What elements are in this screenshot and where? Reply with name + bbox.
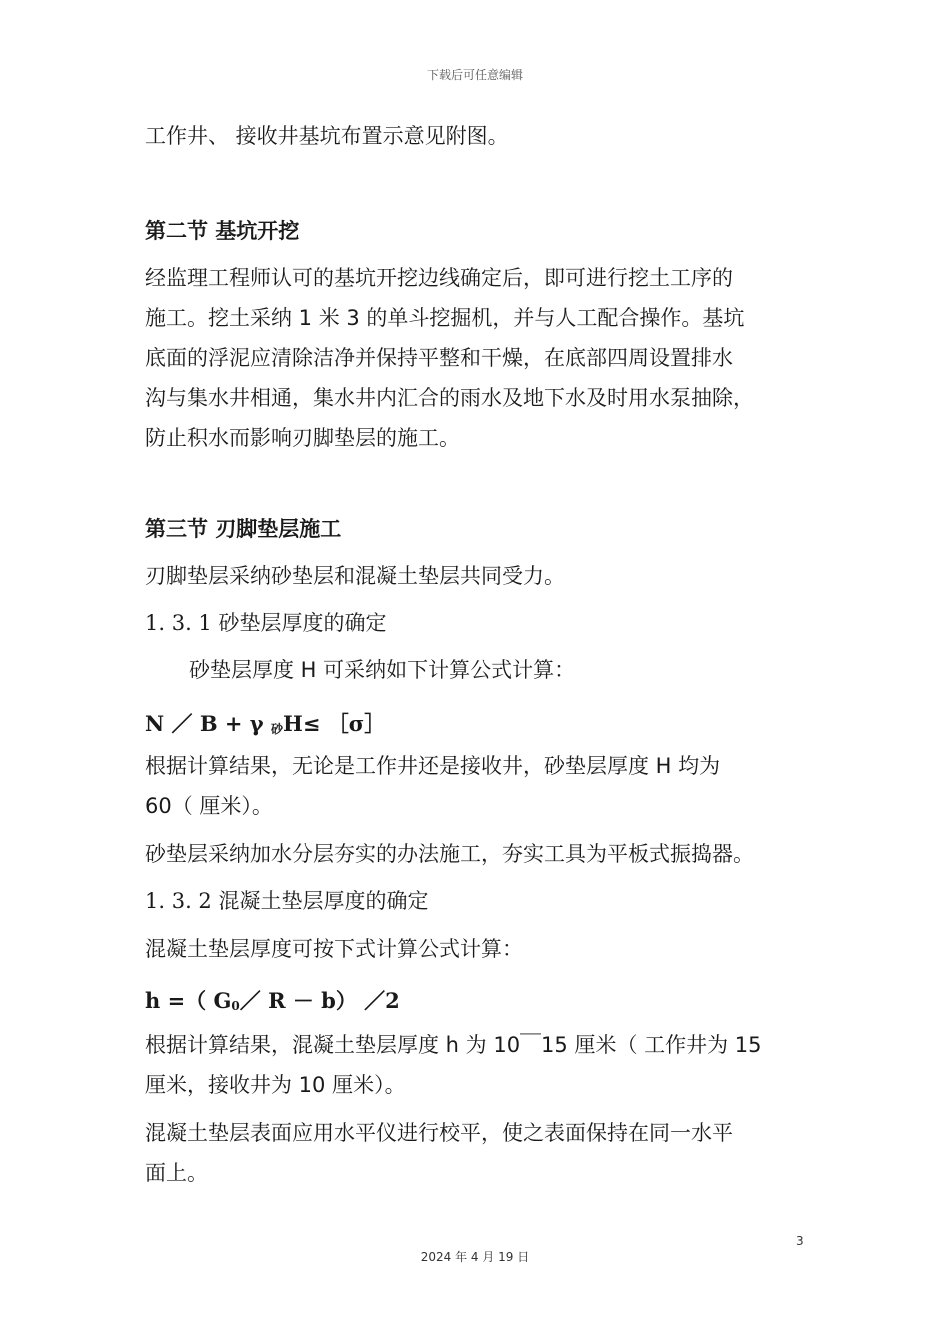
subsection-1-method: 砂垫层采纳加水分层夯实的办法施工，夯实工具为平板式振捣器。 — [145, 842, 754, 866]
section-2-line: 底面的浮泥应清除洁净并保持平整和干燥，在底部四周设置排水 — [145, 346, 733, 370]
formula-subscript: 砂 — [270, 722, 283, 736]
page-number: 3 — [796, 1234, 804, 1248]
formula-part: ／ R － b） ／2 — [239, 988, 400, 1013]
subsection-1-heading: 1. 3. 1 砂垫层厚度的确定 — [145, 611, 387, 635]
subsection-2-result: 厘米，接收井为 10 厘米）。 — [145, 1073, 406, 1097]
subsection-2-text: 混凝土垫层厚度可按下式计算公式计算： — [145, 937, 523, 961]
formula-concrete-cushion — [145, 985, 400, 1015]
formula-subscript: 0 — [231, 999, 240, 1013]
subsection-2-heading: 1. 3. 2 混凝土垫层厚度的确定 — [145, 889, 429, 913]
formula-sand-cushion — [145, 708, 385, 738]
subsection-1-result: 60（ 厘米）。 — [145, 794, 273, 818]
section-2-line: 施工。挖土采纳 1 米 3 的单斗挖掘机，并与人工配合操作。基坑 — [145, 306, 745, 330]
section-2-line: 防止积水而影响刃脚垫层的施工。 — [145, 426, 460, 450]
subsection-1-text: 砂垫层厚度 H 可采纳如下计算公式计算： — [189, 658, 576, 682]
formula-part: N ／ B + γ — [145, 711, 271, 736]
formula-part: H≤ ［σ］ — [282, 711, 386, 736]
page-header: 下载后可任意编辑 — [426, 68, 523, 82]
intro-paragraph: 工作井、 接收井基坑布置示意见附图。 — [145, 124, 509, 148]
section-2-line: 经监理工程师认可的基坑开挖边线确定后，即可进行挖土工序的 — [145, 266, 733, 290]
subsection-2-result: 根据计算结果，混凝土垫层厚度 h 为 10￣15 厘米（ 工作井为 15 — [145, 1033, 762, 1057]
section-3-intro: 刃脚垫层采纳砂垫层和混凝土垫层共同受力。 — [145, 564, 565, 588]
subsection-2-method: 面上。 — [145, 1161, 208, 1185]
subsection-1-result: 根据计算结果，无论是工作井还是接收井，砂垫层厚度 H 均为 — [145, 754, 721, 778]
section-2-line: 沟与集水井相通，集水井内汇合的雨水及地下水及时用水泵抽除， — [145, 386, 754, 410]
section-3-heading: 第三节 刃脚垫层施工 — [145, 517, 342, 541]
formula-part: h =（ G — [145, 988, 232, 1013]
footer-date: 2024 年 4 月 19 日 — [420, 1250, 530, 1264]
subsection-2-method: 混凝土垫层表面应用水平仪进行校平，使之表面保持在同一水平 — [145, 1121, 733, 1145]
section-2-heading: 第二节 基坑开挖 — [145, 219, 300, 243]
